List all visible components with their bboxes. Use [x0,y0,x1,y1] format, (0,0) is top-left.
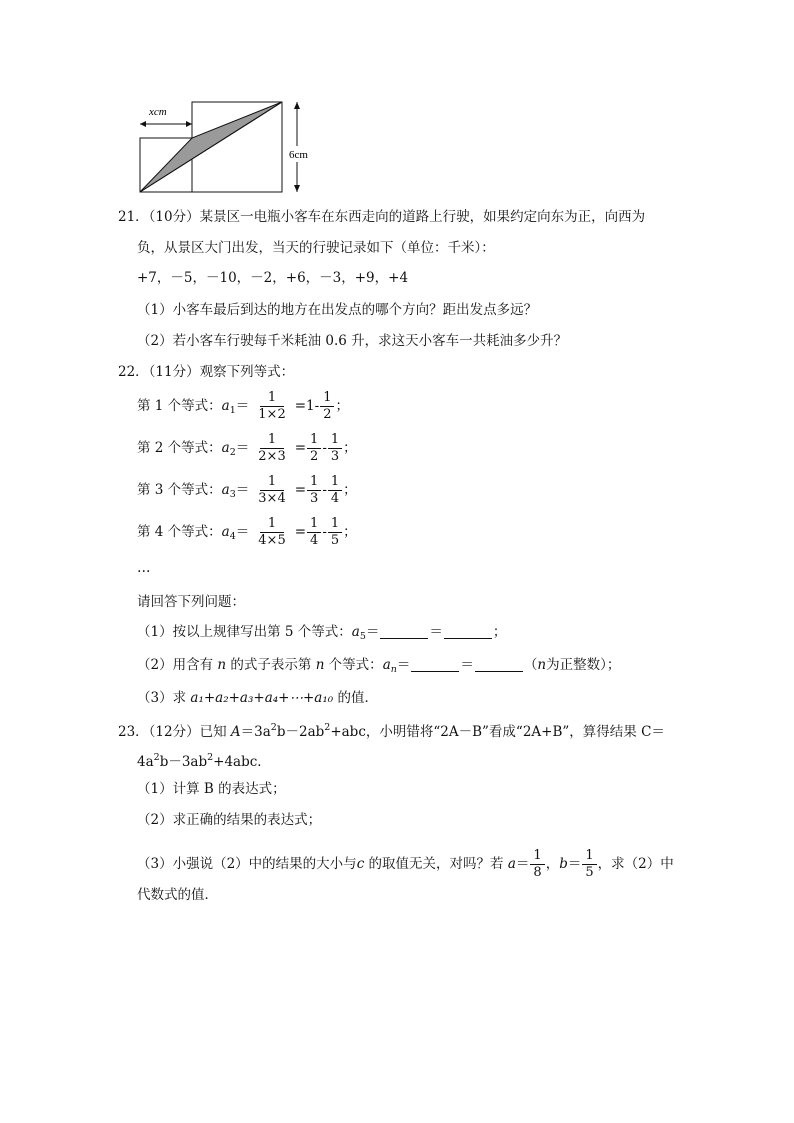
q21-sub1: （1）小客车最后到达的地方在出发点的哪个方向？距出发点多远？ [137,302,538,318]
q22-eq2: 第 2 个等式：$a_2=$ $\frac{1}{2\times 3}$ = $\frac{1}{2}$ - $\frac{1}{3}$ ； [137,432,357,464]
q23-sub2: （2）求正确的结果的表达式； [137,812,322,828]
eq-fraction: $\frac{1}{3\times 4}$ [258,474,286,506]
x-arrow-right [186,121,192,127]
eq-fraction-b: $\frac{1}{4}$ [328,474,342,507]
eq-fraction: $\frac{1}{4\times 5}$ [258,516,286,548]
q23-sub1: （1）计算 B 的表达式； [137,781,286,797]
q21-data: +7，－5，－10，－2，+6，－3，+9，+4 [137,270,409,286]
x-length-label: xcm [149,106,167,118]
eq-sub: 1 [229,405,236,416]
height-arrow-bottom [294,185,300,192]
q22-prompt: 请回答下列问题： [137,594,245,610]
answer-blank[interactable] [475,657,523,672]
q23-sub3-line2: 代数式的值． [137,887,218,903]
a-value-fraction: $\frac{1}{8}$ [530,848,544,881]
eq-fraction-a: $\frac{1}{4}$ [307,516,321,549]
height-arrow-top [294,102,300,109]
eq-term: 1 [306,398,315,414]
answer-blank[interactable] [411,657,459,672]
q22-sub2: （2）用含有 n 的式子表示第 n 个等式：$a_n= = (n$为正整数）； [137,657,621,675]
eq-sign2: = [294,398,307,414]
geometry-figure [130,96,330,200]
q23-sub3: （3）小强说（2）中的结果的大小与c 的取值无关，对吗？若 a＝ $\frac{1}{8}$ ，b＝ $\frac{1}{5}$ ，求（2）中 [137,848,674,880]
q22-eq4: 第 4 个等式：$a_4=$ $\frac{1}{4\times 5}$ = $\frac{1}{4}$ - $\frac{1}{5}$ ； [137,516,357,548]
eq-fraction-a: $\frac{1}{2}$ [307,432,321,465]
q21-sub2: （2）若小客车行驶每千米耗油 0.6 升，求这天小客车一共耗油多少升？ [137,333,568,349]
q22-sub1: （1）按以上规律写出第 5 个等式：$a_5=$ ＝ ； [137,624,507,642]
x-arrow-left [140,121,146,127]
answer-blank[interactable] [444,624,492,639]
eq-fraction: $\frac{1}{1\times 2}$ [258,390,286,422]
eq-fraction-b: $\frac{1}{2}$ [320,390,334,423]
eq-fraction-a: $\frac{1}{3}$ [307,474,321,507]
eq-minus: - [314,398,320,414]
eq-sign: ＝ [235,398,250,414]
q21-stem-line2: 负，从景区大门出发，当天的行驶记录如下（单位：千米）： [137,240,495,256]
q22-eq3: 第 3 个等式：$a_3=$ $\frac{1}{3\times 4}$ = $\frac{1}{3}$ - $\frac{1}{4}$ ； [137,474,357,506]
q21-stem-line1: 21．（10分）某景区一电瓶小客车在东西走向的道路上行驶，如果约定向东为正，向西为 [118,209,646,225]
q22-sub3: （3）求 a₁+a₂+a₃+a₄+⋯+a₁₀ 的值． [137,690,378,706]
eq-fraction: $\frac{1}{2\times 3}$ [258,432,286,464]
eq-var: a [221,398,230,414]
answer-blank[interactable] [380,624,428,639]
eq-label: 第 1 个等式： [137,398,222,414]
q22-eq1: 第 1 个等式：$a_1=$ $\frac{1}{1\times 2}$ =1- $\frac{1}{2}$ ； [137,390,349,422]
q22-stem: 22．（11分）观察下列等式： [118,364,295,380]
height-label: 6cm [289,149,308,161]
eq-fraction-b: $\frac{1}{3}$ [328,432,342,465]
q23-stem-line2: $4a^2b-3ab^2+4abc$． [137,752,271,770]
eq-fraction-b: $\frac{1}{5}$ [328,516,342,549]
q22-ellipsis: … [137,560,151,576]
b-value-fraction: $\frac{1}{5}$ [582,848,596,881]
q23-stem-line1: 23．（12分）已知 $A=3a^2b-2ab^2+abc$，小明错将“2A－B”看成“2A+B”，算得结果 C＝ [118,722,665,740]
